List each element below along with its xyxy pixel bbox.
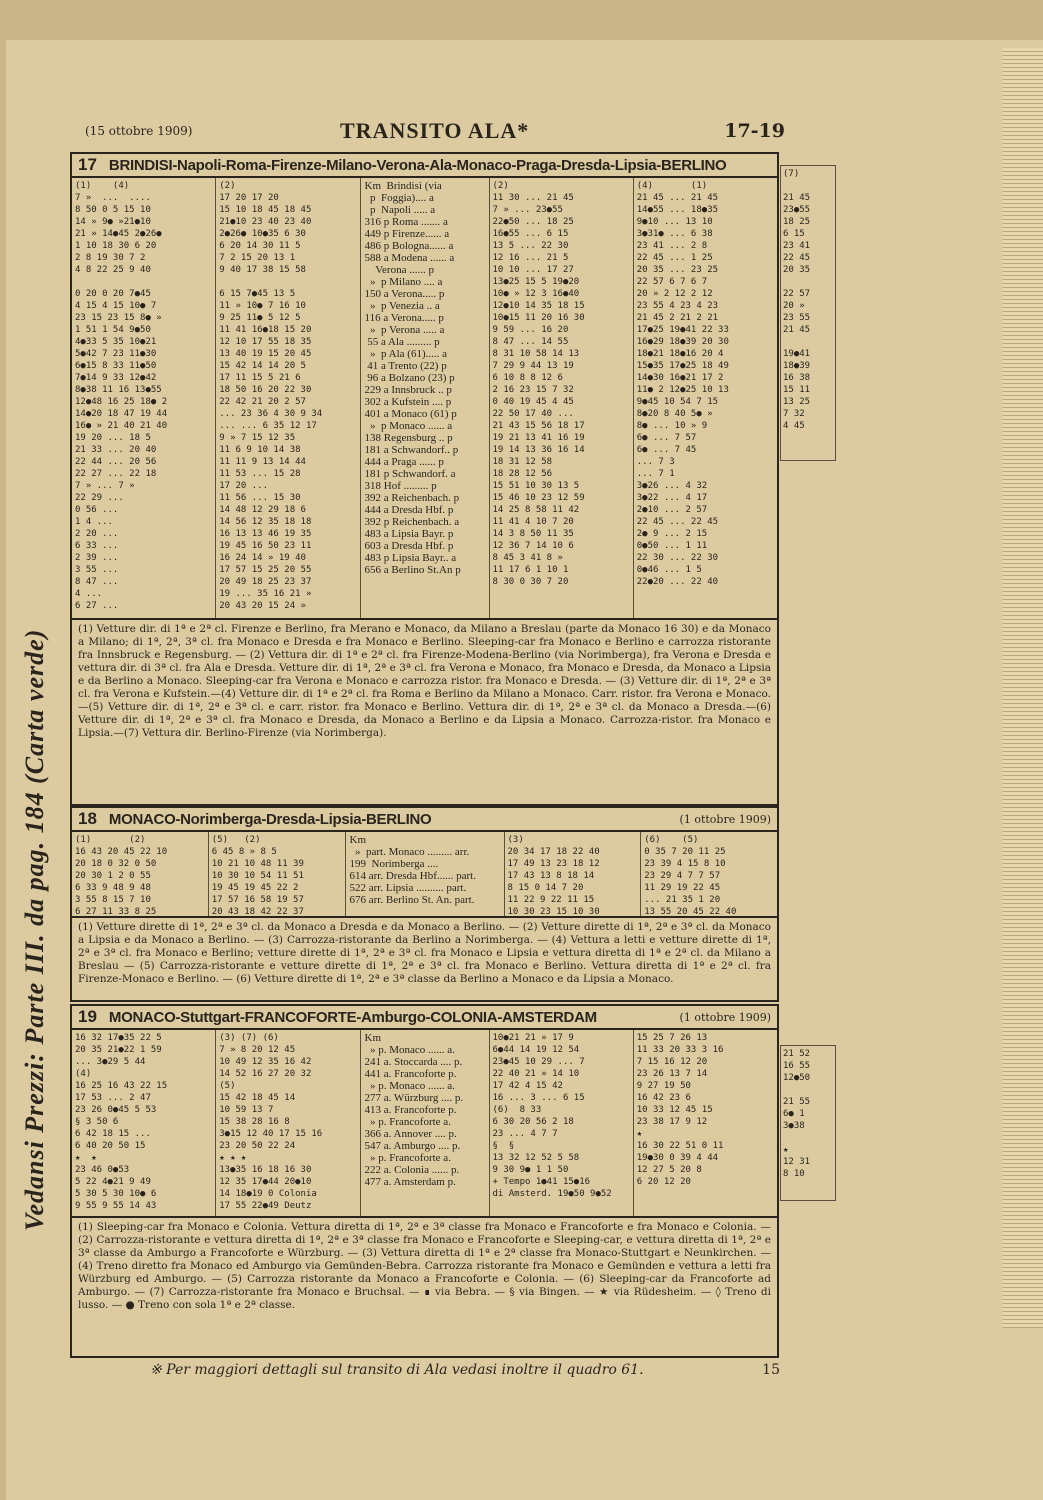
section-17-notes: (1) Vetture dir. di 1ª e 2ª cl. Firenze e Berlino, fra Merano e Monaco, da Milano a Breslau (parte da Monaco 16 30) e da Monaco a Milano; di 1ª, 2ª, 3ª cl. fra Monaco e Dresda e fra Monaco e Berlino. Sleeping-car fra Monaco e Berlino e carrozza ristorante fra Innsbruck e Regensburg. — (2) Vettura dir. di 1ª e 2ª cl. fra Firenze-Modena-Berlino (via Norimberga), fra Verona e Dresda e vettura dir. di 3ª cl. fra Ala e Dresda. Vetture dir. di 1ª, 2ª e 3ª cl. fra Verona e Monaco, fra Monaco e Dresda, da Monaco a Lipsia e da Berlino a Monaco. Sleeping-car fra Verona e Monaco e carrozza ristor. fra Monaco e Dresda. — (3) Vetture dir. di 1ª, 2ª e 3ª cl. fra Verona e Kufstein.—(4) Vetture dir. di 1ª e 2ª cl. fra Roma e Berlino da Milano a Monaco. Carr. ristor. fra Verona e Monaco.—(5) Vetture dir. di 1ª, 2ª e 3ª cl. e carr. ristor. fra Monaco e Berlino. Vettura dir. di 1ª, 2ª e 3ª cl. da Monaco a Dresda.—(6) Vetture dir. di 1ª, 2ª e 3ª cl. fra Monaco e Dresda, da Monaco a Berlino e da Lipsia a Monaco. Carrozza-ristor. fra Monaco e Lipsia.—(7) Vettura dir. Berlino-Firenze (via Norimberga). <box>72 618 777 743</box>
route-date: (1 ottobre 1909) <box>679 1010 771 1024</box>
times-col-a: (1) (4) 7 » ... .... 8 50 0 5 15 10 14 » 9● »21●10 21 » 14●45 2●26● 1 10 18 30 6 20 2 8 19 30 7 2 4 8 22 25 9 40 0 20 0 20 7●45 4 15 4 15 10● 7 23 15 23 15 8● » 1 51 1 54 9●50 4●33 5 35 10●21 5●42 7 23 11●30 6●15 8 33 11●50 7●14 9 33 12●42 8●38 11 16 13●55 12●48 16 25 18● 2 14●20 18 47 19 44 16● » 21 40 21 40 19 20 ... 18 5 21 33 ... 20 40 22 44 ... 20 56 22 27 ... 22 18 7 » ... 7 » 22 29 ... 0 56 ... 1 4 ... 2 20 ... 6 33 ... 2 39 ... 3 55 ... 8 47 ... 4 ... 6 27 ... <box>72 178 216 618</box>
section-18-header <box>72 808 777 832</box>
times-col-a: (1) (2) 16 43 20 45 22 10 20 18 0 32 0 50 20 30 1 2 0 55 6 33 9 48 9 48 3 55 8 15 7 10 6 27 11 33 8 25 <box>72 832 209 916</box>
route-date: (1 ottobre 1909) <box>679 812 771 826</box>
page-number: 15 <box>762 1362 780 1378</box>
timetable-grid <box>72 832 777 916</box>
stations-col: Km » p. Monaco ...... a. 241 a. Stoccarda .... p. 441 a. Francoforte p. » p. Monaco ...... a. 277 a. Würzburg .... p. 413 a. Francoforte p. » p. Francoforte a. 366 a. Annover .... p. 547 a. Amburgo .... p. » p. Francoforte a. 222 a. Colonia ...... p. 477 a. Amsterdam p. <box>361 1030 490 1216</box>
timetable-grid <box>72 1030 777 1216</box>
times-col-c: (2) 11 30 ... 21 45 7 » ... 23●55 22●50 ... 18 25 16●55 ... 6 15 13 5 ... 22 30 12 16 ... 21 5 10 10 ... 17 27 13●25 15 5 19●20 10● » 12 3 16●40 12●10 14 35 18 15 10●15 11 20 16 30 9 59 ... 16 20 8 47 ... 14 55 8 31 10 58 14 13 7 29 9 44 13 19 6 10 8 8 12 6 2 16 23 15 7 32 0 40 19 45 4 45 22 50 17 40 ... 21 43 15 56 18 17 19 21 13 41 16 19 19 14 13 36 16 14 18 31 12 58 18 28 12 56 15 51 10 30 13 5 15 46 10 23 12 59 14 25 8 58 11 42 11 41 4 10 7 20 14 3 8 50 11 35 12 36 7 14 10 6 8 45 3 41 8 » 11 17 6 1 10 1 8 30 0 30 7 20 <box>490 178 634 618</box>
section-17-header <box>72 154 777 178</box>
route-title: MONACO-Norimberga-Dresda-Lipsia-BERLINO <box>108 810 432 828</box>
timetable-grid <box>72 178 777 618</box>
sidebar-note: Vedansi Prezzi: Parte III. da pag. 184 (Carta verde) <box>20 628 49 1232</box>
times-col-d: 15 25 7 26 13 11 33 20 33 3 16 7 15 16 12 20 23 26 13 7 14 9 27 19 50 16 42 23 6 10 33 12 45 15 23 38 17 9 12 ★ 16 30 22 51 0 11 19●30 0 39 4 44 12 27 5 20 8 6 20 12 20 <box>636 1033 724 1187</box>
page-title: TRANSITO ALA* <box>340 118 530 143</box>
times-col-d: (6) (5) 0 35 7 20 11 25 23 39 4 15 8 10 23 29 4 7 7 57 11 29 19 22 45 ... 21 35 1 20 13 55 20 45 22 40 <box>644 835 737 916</box>
times-col-b: (2) 17 20 17 20 15 10 18 45 18 45 21●10 23 40 23 40 2●26● 10●35 6 30 6 20 14 30 11 5 7 2 15 20 13 1 9 40 17 38 15 58 6 15 7●45 13 5 11 » 10● 7 16 10 9 25 11● 5 12 5 11 41 16●18 15 20 12 10 17 55 18 35 13 40 19 15 20 45 15 42 14 14 20 5 17 11 15 5 21 6 18 50 16 20 22 30 22 42 21 20 2 57 ... 23 36 4 30 9 34 ... ... 6 35 12 17 9 » 7 15 12 35 11 6 9 10 14 38 11 11 9 13 14 44 11 53 ... 15 28 17 20 ... 11 56 ... 15 30 14 48 12 29 18 6 14 56 12 35 18 18 16 13 13 46 19 35 19 45 16 50 23 11 16 24 14 » 19 40 17 57 15 25 20 55 20 49 18 25 23 37 19 ... 35 16 21 » 20 43 20 15 24 » <box>216 178 360 618</box>
route-title: BRINDISI-Napoli-Roma-Firenze-Milano-Verona-Ala-Monaco-Praga-Dresda-Lipsia-BERLINO <box>108 156 727 174</box>
times-col-a: 16 32 17●35 22 5 20 35 21●22 1 59 ... 3●29 5 44 (4) 16 25 16 43 22 15 17 53 ... 2 47 23 26 0●45 5 53 § 3 50 6 6 42 18 15 ... 6 40 20 50 15 ★ ★ 23 46 0●53 5 22 4●21 9 49 5 30 5 30 10● 6 9 55 9 55 14 43 <box>72 1030 216 1216</box>
stations-col: Km » part. Monaco ......... arr. 199 Norimberga .... 614 arr. Dresda Hbf...... part. 522 arr. Lipsia .......... part. 676 arr. Berlino St. An. part. <box>346 832 505 916</box>
section-number: 18 <box>78 809 97 828</box>
footer-text: ※ Per maggiori dettagli sul transito di Ala vedasi inoltre il quadro 61. <box>150 1362 644 1378</box>
section-17 <box>70 152 779 806</box>
right-times-19: 21 52 16 55 12●50 21 55 6● 1 3●38 ★ 12 31 8 10 <box>780 1045 836 1201</box>
section-19-notes: (1) Sleeping-car fra Monaco e Colonia. Vettura diretta di 1ª, 2ª e 3ª classe fra Monaco e Francoforte e fra Monaco e Colonia. — (2) Carrozza-ristorante e vettura diretta di 1ª, 2ª e 3ª classe fra Monaco e Francoforte e Sleeping-car, e vettura diretta di 1ª, 2ª e 3ª classe da Amburgo a Francoforte e Würzburg. — (3) Vettura diretta di 1ª e 2ª classe fra Monaco-Stuttgart e Neunkirchen. — (4) Treno diretto fra Monaco ed Amburgo via Gemünden-Bebra. Carrozza ristorante fra Monaco e Gemünden e vettura a letti fra Würzburg ed Amburgo. — (5) Carrozza ristorante da Monaco a Francoforte e Colonia. — (6) Sleeping-car da Francoforte ad Amburgo. — (7) Carrozza-ristorante fra Monaco e Bruchsal. — ∎ via Bebra. — § via Bingen. — ★ via Rüdesheim. — ◊ Treno di lusso. — ● Treno con sola 1ª e 2ª classe. <box>72 1216 777 1315</box>
header <box>85 118 785 152</box>
page-range: 17-19 <box>724 120 785 142</box>
times-col-c: 10●21 21 » 17 9 6●44 14 19 12 54 23●45 10 29 ... 7 22 40 21 » 14 10 17 42 4 15 42 16 ... 3 ... 6 15 (6) 8 33 6 30 20 56 2 18 23 ... 4 7 7 § § 13 32 12 52 5 58 9 30 9● 1 1 50 + Tempo 1●41 15●16 di Amsterd. 19●50 9●52 <box>490 1030 634 1216</box>
header-date: (15 ottobre 1909) <box>85 124 193 138</box>
section-18-notes: (1) Vetture dirette di 1ª, 2ª e 3ª cl. da Monaco a Dresda e da Monaco a Berlino. — (2) Vetture dirette di 1ª, 2ª e 3ª cl. da Monaco a Lipsia e da Monaco a Berlino. — (3) Carrozza-ristorante da Berlino a Norimberga. — (4) Vettura a letti e vetture dirette di 1ª, 2ª e 3ª cl. fra Monaco e Berlino; vetture dirette di 1ª, 2ª e 3ª cl. fra Monaco e Lipsia e vettura diretta di 1ª e 2ª cl. da Milano a Breslau — (5) Carrozza-ristorante e vetture dirette di 1ª, 2ª e 3ª cl. fra Monaco e Berlino. Vettura diretta di 1ª e 2ª cl. fra Firenze-Monaco e Berlino. — (6) Vetture dirette di 1ª, 2ª e 3ª classe da Berlino a Monaco e da Lipsia a Monaco. <box>72 916 777 989</box>
footer-note <box>150 1362 780 1378</box>
times-col-b: (5) (2) 6 45 8 » 8 5 10 21 10 48 11 39 10 30 10 54 11 51 19 45 19 45 22 2 17 57 16 58 19 57 20 43 18 42 22 37 <box>209 832 346 916</box>
section-19 <box>70 1004 779 1358</box>
page-edges <box>1003 48 1043 1328</box>
route-title: MONACO-Stuttgart-FRANCOFORTE-Amburgo-COLONIA-AMSTERDAM <box>108 1008 597 1026</box>
times-col-b: (3) (7) (6) 7 » 8 20 12 45 10 49 12 35 16 42 14 52 16 27 20 32 (5) 15 42 18 45 14 10 59 13 7 15 38 28 16 8 3●15 12 40 17 15 16 23 20 50 22 24 ★ ★ ★ 13●35 16 18 16 30 12 35 17●44 20●10 14 18●19 0 Colonia 17 55 22●49 Deutz <box>216 1030 360 1216</box>
times-col-d: (4) (1) 21 45 ... 21 45 14●55 ... 18●35 9●10 ... 13 10 3●31● ... 6 38 23 41 ... 2 8 22 45 ... 1 25 20 35 ... 23 25 22 57 6 7 6 7 20 » 2 12 2 12 23 55 4 23 4 23 21 45 2 21 2 21 17●25 19●41 22 33 16●29 18●39 20 30 18●21 18●16 20 4 15●35 17●25 18 49 14●30 16●21 17 2 11● 2 12●25 10 13 9●45 10 54 7 15 8●20 8 40 5● » 8● ... 10 » 9 6● ... 7 57 6● ... 7 45 ... 7 3 ... 7 1 3●26 ... 4 32 3●22 ... 4 17 2●10 ... 2 57 22 45 ... 22 45 2● 9 ... 2 15 0●50 ... 1 11 22 30 ... 22 30 0●46 ... 1 5 22●20 ... 22 40 <box>636 181 729 587</box>
section-18 <box>70 806 779 1002</box>
times-col-c: (3) 20 34 17 18 22 40 17 49 13 23 18 12 17 43 13 8 18 14 8 15 0 14 7 20 11 22 9 22 11 15 10 30 23 15 10 30 <box>505 832 642 916</box>
section-19-header <box>72 1006 777 1030</box>
stations-col: Km Brindisi (via p Foggia).... a p Napoli ..... a 316 p Roma ....... a 449 p Firenze...... a 486 p Bologna...... a 588 a Modena ...... a Verona ...... p » p Milano .... a 150 a Verona..... p » p Venezia .. a 116 a Verona..... p » p Verona ..... a 55 a Ala ......... p » p Ala (61)..... a 41 a Trento (22) p 96 a Bolzano (23) p 229 a Innsbruck .. p 302 a Kufstein .... p 401 a Monaco (61) p » p Monaco ...... a 138 Regensburg .. p 181 a Schwandorf.. p 444 a Praga ...... p 181 p Schwandorf. a 318 Hof ......... p 392 a Reichenbach. p 444 a Dresda Hbf. p 392 p Reichenbach. a 483 a Lipsia Bayr. p 603 a Dresda Hbf. p 483 p Lipsia Bayr.. a 656 a Berlino St.An p <box>361 178 490 618</box>
section-number: 17 <box>78 155 97 174</box>
right-times-17: (7) 21 45 23●55 18 25 6 15 23 41 22 45 20 35 22 57 20 » 23 55 21 45 19●41 18●39 16 38 15 11 13 25 7 32 4 45 <box>780 165 836 461</box>
section-number: 19 <box>78 1007 97 1026</box>
